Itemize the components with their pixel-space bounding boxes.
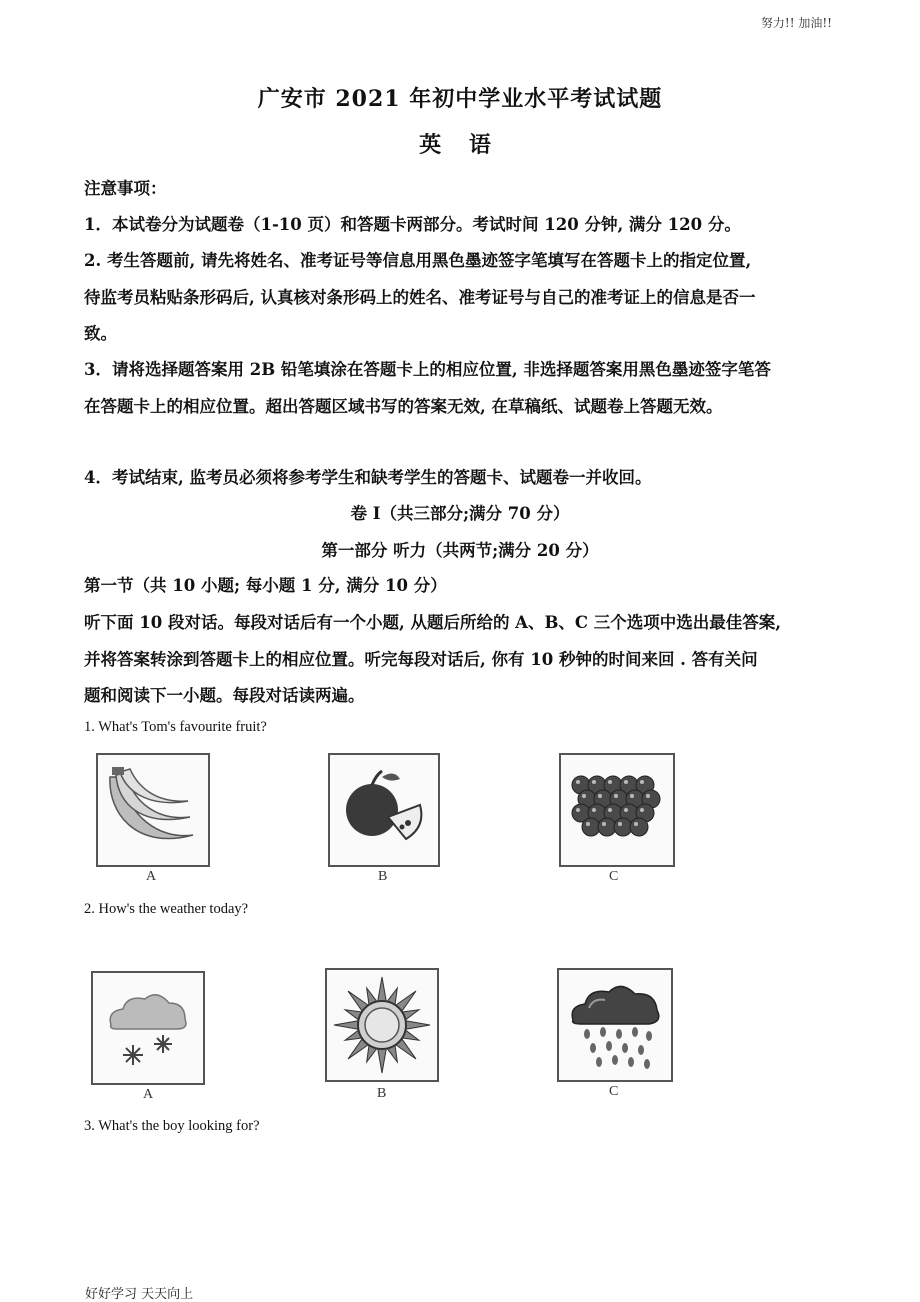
apple-icon	[328, 753, 440, 867]
option-label: C	[609, 869, 619, 884]
option-label: C	[609, 1084, 619, 1099]
notice-item-1: 1．本试卷分为试题卷（1-10 页）和答题卡两部分。考试时间 120 分钟, 满分 120 分。	[84, 215, 741, 234]
subject-title: 英 语	[419, 132, 501, 158]
notice-heading: 注意事项：	[84, 179, 167, 198]
notice-item-3-line1: 3．请将选择题答案用 2B 铅笔填涂在答题卡上的相应位置, 非选择题答案用黑色墨迹签字笔答	[84, 360, 771, 379]
question-2-text: 2. How's the weather today?	[84, 901, 249, 917]
notice-item-2-line3: 致。	[84, 324, 117, 343]
subsection-heading: 第一节（共 10 小题; 每小题 1 分, 满分 10 分）	[84, 576, 447, 595]
notice-item-3-line2: 在答题卡上的相应位置。超出答题区域书写的答案无效, 在草稿纸、试题卷上答题无效。	[84, 397, 723, 416]
notice-item-4: 4．考试结束, 监考员必须将参考学生和缺考学生的答题卡、试题卷一并收回。	[84, 468, 652, 487]
footer-motto: 好好学习 天天向上	[85, 1287, 194, 1302]
rain-icon	[557, 968, 673, 1082]
option-label: B	[377, 1086, 387, 1101]
exam-title: 广安市 2021 年初中学业水平考试试题	[257, 86, 663, 112]
volume-heading: 卷 I（共三部分;满分 70 分）	[350, 504, 570, 523]
question-1-text: 1. What's Tom's favourite fruit?	[84, 719, 267, 735]
option-label: B	[378, 869, 388, 884]
snow-icon	[91, 971, 205, 1085]
option-label: A	[143, 1087, 154, 1102]
notice-item-2-line1: 2. 考生答题前, 请先将姓名、准考证号等信息用黑色墨迹签字笔填写在答题卡上的指定位置,	[84, 251, 752, 270]
part-heading: 第一部分 听力（共两节;满分 20 分）	[321, 541, 599, 560]
notice-item-2-line2: 待监考员粘贴条形码后, 认真核对条形码上的姓名、准考证号与自己的准考证上的信息是否一	[84, 288, 756, 307]
banana-icon	[96, 753, 210, 867]
sun-icon	[325, 968, 439, 1082]
question-3-text: 3. What's the boy looking for?	[84, 1118, 260, 1134]
option-label: A	[146, 869, 157, 884]
instruction-line-2: 并将答案转涂到答题卡上的相应位置。听完每段对话后, 你有 10 秒钟的时间来回 . 答有关问	[84, 650, 758, 669]
instruction-line-1: 听下面 10 段对话。每段对话后有一个小题, 从题后所给的 A、B、C 三个选项中选出最佳答案,	[84, 613, 782, 632]
grapes-icon	[559, 753, 675, 867]
instruction-line-3: 题和阅读下一小题。每段对话读两遍。	[84, 686, 365, 705]
header-motto: 努力!! 加油!!	[760, 16, 832, 30]
